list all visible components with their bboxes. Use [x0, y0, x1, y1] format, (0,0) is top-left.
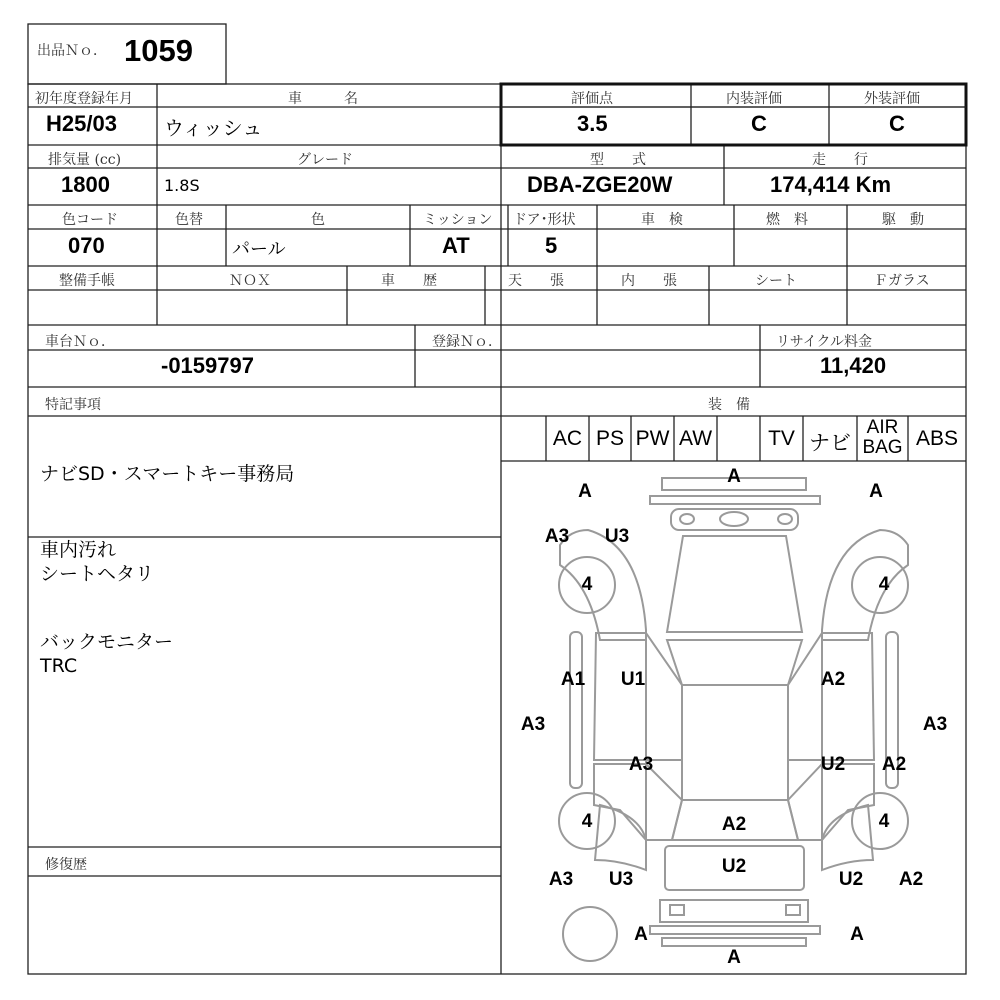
equipment-label: 装 備 [708, 397, 750, 413]
mark-rear-door-right-a2: A2 [881, 754, 907, 775]
model-label: 型 式 [590, 152, 646, 168]
notes-label: 特記事項 [45, 397, 101, 413]
score-value: 3.5 [577, 111, 608, 136]
interior-grade-value: C [751, 111, 767, 136]
repair-history-label: 修復歴 [45, 857, 87, 873]
mark-tire-front-right: 4 [878, 574, 890, 595]
mission-label: ミッション [423, 212, 493, 228]
spare-tire-shape [563, 907, 617, 961]
chassis-no-label: 車台Ｎｏ． [45, 334, 115, 350]
mark-rear-door-right-u2: U2 [820, 754, 846, 775]
grade-label: グレード [297, 152, 353, 168]
roof-shape [682, 685, 788, 800]
notes-line-5: TRC [40, 655, 78, 677]
equipment-abs: ABS [915, 427, 959, 450]
roof-lining-label: 天 張 [508, 273, 564, 289]
mark-rear-right-fender-u2: U2 [838, 869, 864, 890]
recycle-fee-label: リサイクル料金 [776, 334, 873, 350]
mark-front-left-corner: A [578, 481, 592, 502]
exterior-grade-value: C [889, 111, 905, 136]
registration-no-label: 登録Ｎｏ． [432, 334, 502, 350]
fuel-label: 燃 料 [766, 212, 808, 228]
mileage-value: 174,414 Km [770, 172, 892, 197]
front-glass-label: Ｆガラス [874, 273, 930, 289]
displacement-value: 1800 [61, 172, 110, 197]
car-name-label: 車 名 [288, 91, 358, 107]
car-name-value: ウィッシュ [164, 116, 263, 140]
reg-date-value: H25/03 [46, 111, 117, 136]
color-change-label: 色替 [175, 212, 203, 228]
mark-front-right-corner: A [869, 481, 883, 502]
displacement-label: 排気量 (cc) [48, 152, 122, 168]
mark-front-left-fender-u3: U3 [604, 526, 630, 547]
equipment-pw: PW [635, 427, 670, 450]
color-value: パール [232, 239, 286, 260]
lot-label: 出品Ｎｏ． [37, 43, 107, 59]
mark-front-door-left-u1: U1 [620, 669, 646, 690]
color-code-value: 070 [68, 233, 105, 258]
color-code-label: 色コード [62, 212, 118, 228]
inspection-label: 車 検 [641, 212, 683, 228]
score-label: 評価点 [571, 91, 613, 107]
nox-label: ＮＯＸ [229, 273, 271, 289]
recycle-fee-value: 11,420 [820, 353, 887, 378]
vehicle-history-label: 車 歴 [381, 273, 437, 289]
mark-right-sill: A3 [922, 714, 948, 735]
equipment-aw: AW [678, 427, 713, 450]
door-shape-label: ドア･形状 [513, 212, 576, 228]
mark-rear-bumper: A [727, 947, 741, 968]
equipment-navi: ナビ [809, 432, 851, 455]
chassis-no-value: -0159797 [161, 353, 254, 378]
color-label: 色 [311, 212, 325, 228]
notes-line-1: ナビSD・スマートキー事務局 [40, 463, 295, 485]
notes-line-3: シートヘタリ [40, 563, 155, 585]
mark-front-left-fender-a3: A3 [544, 526, 570, 547]
notes-line-4: バックモニター [40, 631, 174, 653]
mileage-label: 走 行 [812, 152, 868, 168]
equipment-airbag: AIR BAG [862, 417, 903, 458]
mark-front-bumper: A [727, 466, 741, 487]
mark-rear-right-fender-a2: A2 [898, 869, 924, 890]
mark-tailgate: U2 [721, 856, 747, 877]
drive-label: 駆 動 [882, 212, 924, 228]
equipment-tv: TV [768, 427, 795, 450]
interior-grade-label: 内装評価 [726, 91, 782, 107]
mark-rear-left-fender-a3: A3 [548, 869, 574, 890]
interior-trim-label: 内 張 [621, 273, 677, 289]
mission-value: AT [442, 233, 470, 258]
reg-date-label: 初年度登録年月 [35, 91, 133, 107]
mark-tire-rear-left: 4 [581, 811, 593, 832]
equipment-ps: PS [595, 427, 624, 450]
notes-line-2: 車内汚れ [40, 539, 117, 561]
grade-value: 1.8S [164, 176, 200, 195]
mark-tire-front-left: 4 [581, 574, 593, 595]
mark-tire-rear-right: 4 [878, 811, 890, 832]
mark-rear-right-corner: A [850, 924, 864, 945]
exterior-grade-label: 外装評価 [864, 91, 920, 107]
seat-label: シート [755, 273, 797, 289]
mark-front-door-right-a2: A2 [820, 669, 846, 690]
door-shape-value: 5 [545, 233, 558, 258]
equipment-ac: AC [552, 427, 583, 450]
model-value: DBA-ZGE20W [527, 172, 673, 197]
hood-shape [667, 536, 802, 632]
lot-number: 1059 [124, 33, 193, 68]
mark-front-door-left-a1: A1 [560, 669, 586, 690]
mark-rear-glass: A2 [721, 814, 747, 835]
mark-left-sill: A3 [520, 714, 546, 735]
service-book-label: 整備手帳 [59, 273, 115, 289]
mark-rear-left-corner: A [634, 924, 648, 945]
mark-rear-door-left-a3: A3 [628, 754, 654, 775]
mark-rear-left-fender-u3: U3 [608, 869, 634, 890]
